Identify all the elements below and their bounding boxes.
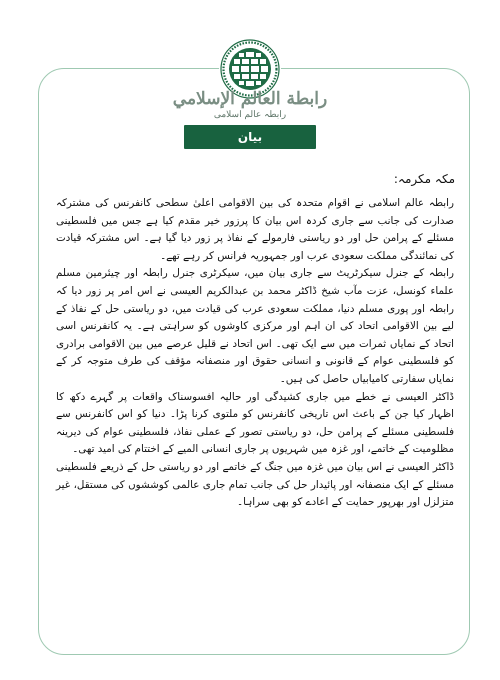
statement-paragraph: ڈاکٹر العیسی نے خطے میں جاری کشیدگی اور حالیہ افسوسناک واقعات پر گہرے دکھ کا اظہار کیا جن کے باعث اس تاریخی کانفرنس کو ملتوی کرنا پڑا۔ دنیا کو اس کانفرنس سے فلسطینی مسئلے کے پرامن حل، دو ریاستی تصور کے عملی نفاذ، فلسطینی عوام کی دیرینہ مظلومیت کے خاتمے، اور غزہ میں شہریوں پر جاری انسانی المیے کے اختتام کی امید تھی۔ [56,390,454,456]
org-name-urdu: رابطہ عالم اسلامی [213,110,287,120]
org-name-arabic: رابطة العالم الإسلامي [172,89,328,109]
statement-paragraph: رابطہ کے جنرل سیکرٹریٹ سے جاری بیان میں، سیکرٹری جنرل رابطہ اور چیئرمین مسلم علماء کونسل، عزت مآب شیخ ڈاکٹر محمد بن عبدالکریم العیسی نے اس امر پر زور دیا کہ رابطہ اور پوری مسلم دنیا، مملکت سعودی عرب کی قیادت میں، دو ریاستی حل کے نفاذ کے لیے بین الاقوامی اتحاد کی ان اہم اور مرکزی کاوشوں کو سراہتی ہے۔ یہ کانفرنس اسی اتحاد کے نمایاں ثمرات میں سے ایک تھی۔ اس اتحاد نے قلیل عرصے میں بین الاقوامی برادری کو فلسطینی عوام کے قانونی و انسانی حقوق اور منصفانہ مؤقف کی طرف متوجہ کر کے نمایاں سفارتی کامیابیاں حاصل کی ہیں۔ [56,267,454,385]
statement-paragraph: رابطہ عالم اسلامی نے اقوام متحدہ کی بین الاقوامی اعلیٰ سطحی کانفرنس کی مشترکہ صدارت کی جانب سے جاری کردہ اس بیان کا پرزور خیر مقدم کیا ہے جس میں فلسطینی مسئلے کے پرامن حل اور دو ریاستی فارمولے کے نفاذ پر زور دیا گیا ہے۔ اس مشترکہ قیادت کی نمائندگی مملکت سعودی عرب اور جمہوریہ فرانس کر رہے تھے۔ [56,197,454,262]
dateline: مکہ مکرمہ: [393,172,455,186]
statement-body [56,195,454,512]
section-label-banner: بیان [184,125,316,149]
statement-paragraph: ڈاکٹر العیسی نے اس بیان میں غزہ میں جنگ کے خاتمے اور دو ریاستی حل کے ذریعے فلسطینی مسئلے کے ایک منصفانہ اور پائیدار حل کی جانب تمام جاری عالمی کوششوں کی مستقل، غیر متزلزل اور بھرپور حمایت کے اعادے کو بھی سراہا۔ [56,460,454,509]
